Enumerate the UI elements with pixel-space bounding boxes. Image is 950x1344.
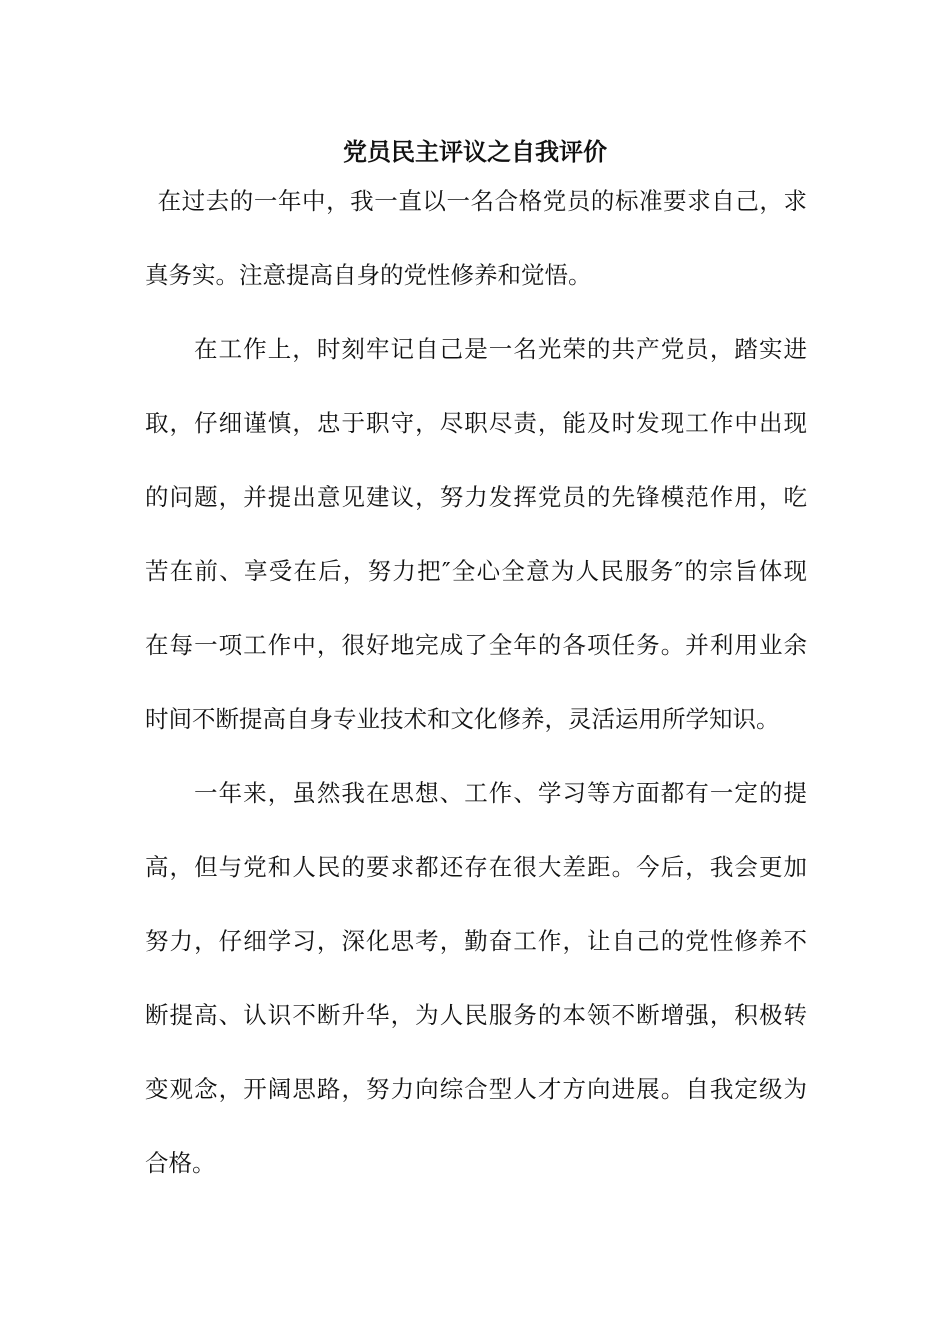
paragraph-line: 的问题，并提出意见建议，努力发挥党员的先锋模范作用，吃 xyxy=(145,483,807,511)
page-title: 党员民主评议之自我评价 xyxy=(343,137,607,166)
paragraph-line: 变观念，开阔思路，努力向综合型人才方向进展。自我定级为 xyxy=(145,1075,807,1103)
paragraph-line: 取，仔细谨慎，忠于职守，尽职尽责，能及时发现工作中出现 xyxy=(145,409,807,437)
paragraph-line: 在工作上，时刻牢记自己是一名光荣的共产党员，踏实进 xyxy=(193,335,807,363)
paragraph-line: 高，但与党和人民的要求都还存在很大差距。今后，我会更加 xyxy=(145,853,807,881)
paragraph-1 xyxy=(145,164,807,312)
paragraph-line: 时间不断提高自身专业技术和文化修养，灵活运用所学知识。 xyxy=(145,705,780,733)
paragraph-line: 在过去的一年中，我一直以一名合格党员的标准要求自己，求 xyxy=(157,187,807,215)
paragraph-line: 苦在前、享受在后，努力把″全心全意为人民服务″的宗旨体现 xyxy=(145,557,807,585)
paragraph-line: 在每一项工作中，很好地完成了全年的各项任务。并利用业余 xyxy=(145,631,807,659)
paragraph-line: 断提高、认识不断升华，为人民服务的本领不断增强，积极转 xyxy=(145,1001,807,1029)
paragraph-line: 合格。 xyxy=(145,1149,216,1177)
paragraph-2 xyxy=(145,312,807,756)
paragraph-3 xyxy=(145,756,807,1200)
paragraph-line: 努力，仔细学习，深化思考，勤奋工作，让自己的党性修养不 xyxy=(145,927,807,955)
paragraph-line: 真务实。注意提高自身的党性修养和觉悟。 xyxy=(145,261,592,289)
paragraph-line: 一年来，虽然我在思想、工作、学习等方面都有一定的提 xyxy=(193,779,807,807)
